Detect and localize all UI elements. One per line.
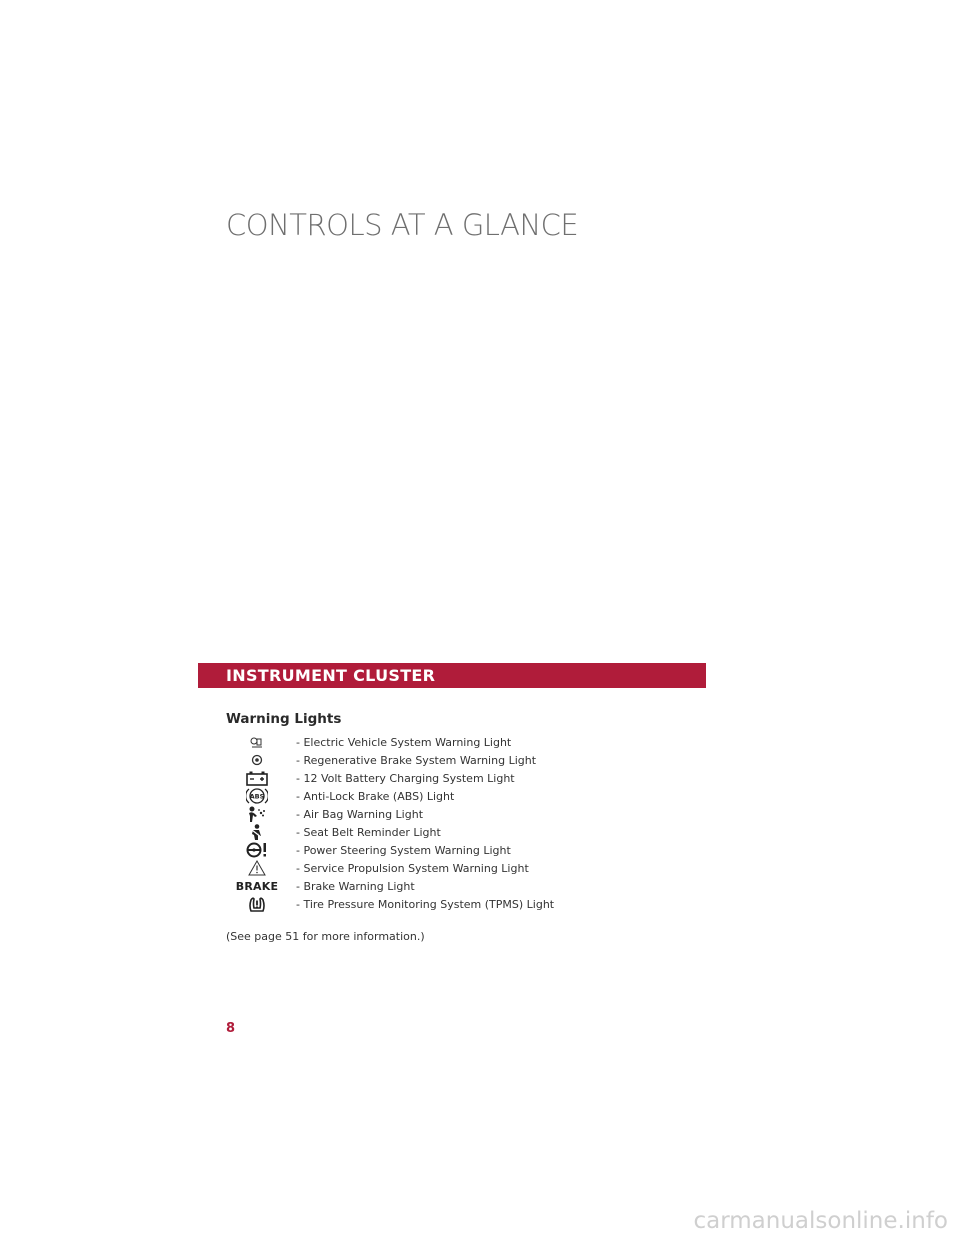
list-item (226, 823, 706, 841)
regen-brake-icon (226, 751, 288, 769)
list-item (226, 733, 706, 751)
light-label: - 12 Volt Battery Charging System Light (296, 771, 515, 785)
abs-icon (226, 787, 288, 805)
light-label: - Power Steering System Warning Light (296, 843, 511, 857)
list-item (226, 859, 706, 877)
service-propulsion-icon (226, 859, 288, 877)
brake-icon-text: BRAKE (235, 879, 279, 893)
light-label: - Seat Belt Reminder Light (296, 825, 441, 839)
power-steering-icon (226, 841, 288, 859)
light-label: - Regenerative Brake System Warning Light (296, 753, 537, 767)
battery-icon (226, 769, 288, 787)
list-item (226, 787, 706, 805)
section-title: INSTRUMENT CLUSTER (226, 666, 436, 685)
warning-lights-list (226, 733, 706, 913)
ev-system-icon (226, 733, 288, 751)
light-label: - Service Propulsion System Warning Light (296, 861, 529, 875)
warning-lights-heading: Warning Lights (226, 711, 342, 727)
light-label: - Anti-Lock Brake (ABS) Light (296, 789, 455, 803)
light-label: - Electric Vehicle System Warning Light (296, 735, 512, 749)
brake-icon (226, 877, 288, 895)
list-item (226, 877, 706, 895)
list-item (226, 805, 706, 823)
watermark: carmanualsonline.info (693, 1208, 948, 1234)
page-number: 8 (226, 1021, 236, 1036)
light-label: - Tire Pressure Monitoring System (TPMS) Light (296, 897, 555, 911)
chapter-title: CONTROLS AT A GLANCE (226, 208, 579, 242)
seatbelt-icon (226, 823, 288, 841)
tpms-icon (226, 895, 288, 913)
list-item (226, 769, 706, 787)
list-item (226, 841, 706, 859)
light-label: - Brake Warning Light (296, 879, 415, 893)
list-item (226, 751, 706, 769)
airbag-icon (226, 805, 288, 823)
light-label: - Air Bag Warning Light (296, 807, 424, 821)
list-item (226, 895, 706, 913)
see-page-reference: (See page 51 for more information.) (226, 930, 425, 943)
svg-text:ABS: ABS (249, 792, 265, 801)
section-header-bar (198, 663, 706, 688)
